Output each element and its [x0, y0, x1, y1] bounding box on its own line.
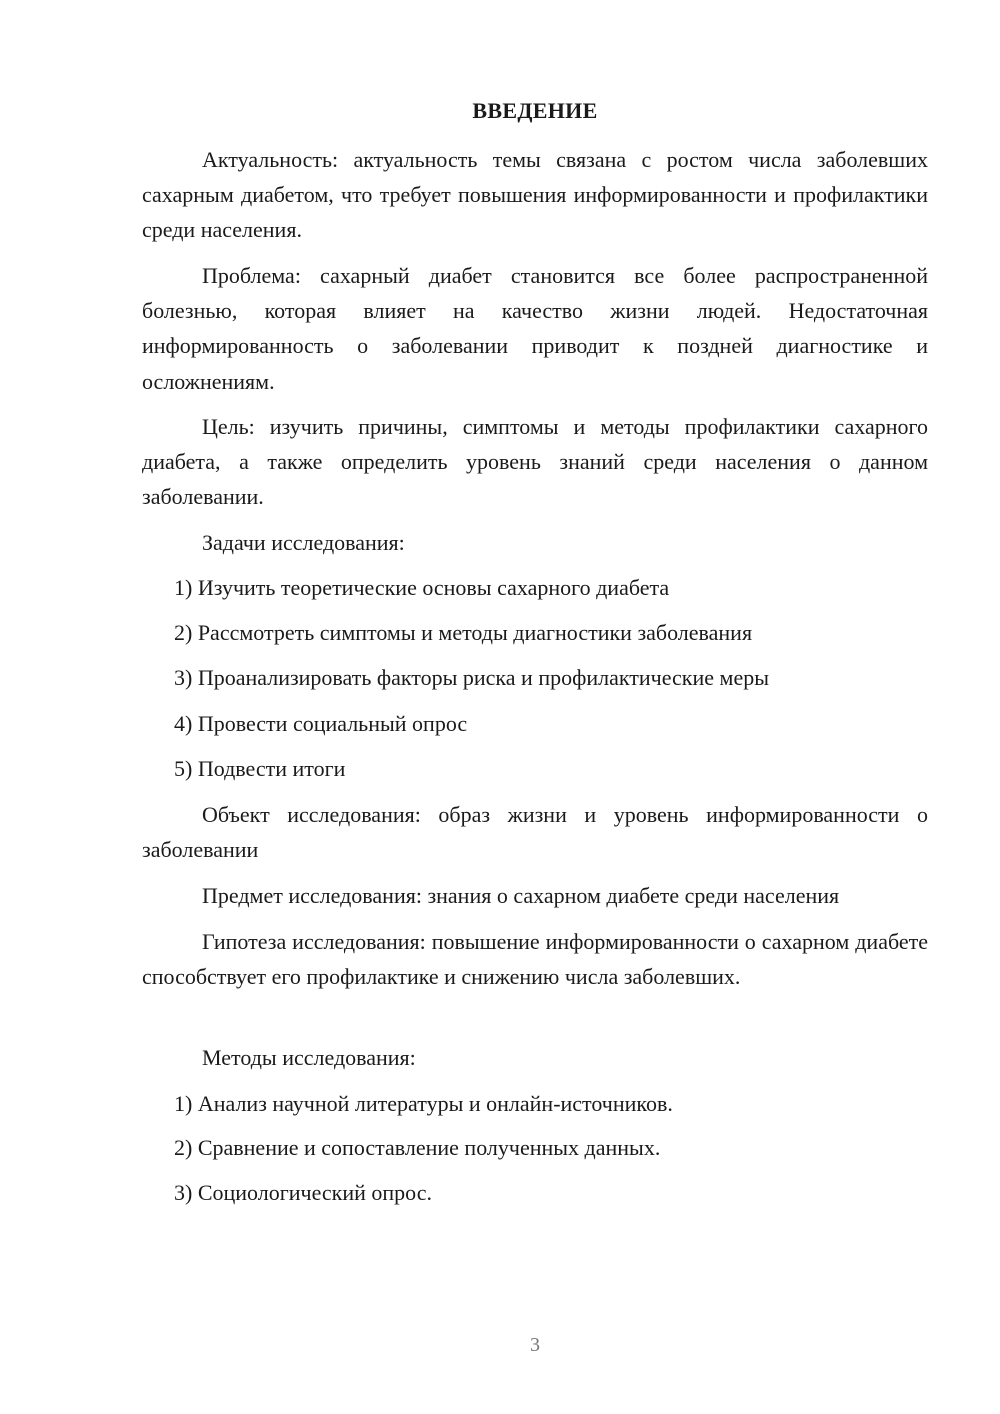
methods-heading: Методы исследования: [202, 1045, 416, 1070]
problem-paragraph: Проблема: сахарный диабет становится все более распространенной болезнью, которая влияет на качество жизни людей. Недостаточная информированность о заболевании приводит к поздней диагностике и осложнениям. [142, 263, 928, 394]
relevance-paragraph: Актуальность: актуальность темы связана с ростом числа заболевших сахарным диабетом, что требует повышения информированности и профилактики среди населения. [142, 147, 928, 243]
page-number: 3 [530, 1334, 540, 1356]
method-item-2: 2) Сравнение и сопоставление полученных данных. [174, 1135, 661, 1160]
task-item-2: 2) Рассмотреть симптомы и методы диагностики заболевания [174, 620, 753, 645]
subject-paragraph: Предмет исследования: знания о сахарном диабете среди населения [202, 883, 840, 908]
task-item-4: 4) Провести социальный опрос [174, 711, 468, 736]
object-paragraph: Объект исследования: образ жизни и уровень информированности о заболевании [142, 802, 928, 863]
hypothesis-paragraph: Гипотеза исследования: повышение информированности о сахарном диабете способствует его профилактике и снижению числа заболевших. [142, 929, 928, 990]
tasks-heading: Задачи исследования: [202, 530, 405, 555]
method-item-3: 3) Социологический опрос. [174, 1180, 432, 1205]
page-title: ВВЕДЕНИЕ [472, 98, 598, 123]
task-item-3: 3) Проанализировать факторы риска и профилактические меры [174, 665, 769, 690]
task-item-5: 5) Подвести итоги [174, 756, 346, 781]
task-item-1: 1) Изучить теоретические основы сахарного диабета [174, 575, 670, 600]
goal-paragraph: Цель: изучить причины, симптомы и методы профилактики сахарного диабета, а также определить уровень знаний среди населения о данном заболевании. [142, 414, 928, 510]
method-item-1: 1) Анализ научной литературы и онлайн-источников. [174, 1091, 673, 1116]
